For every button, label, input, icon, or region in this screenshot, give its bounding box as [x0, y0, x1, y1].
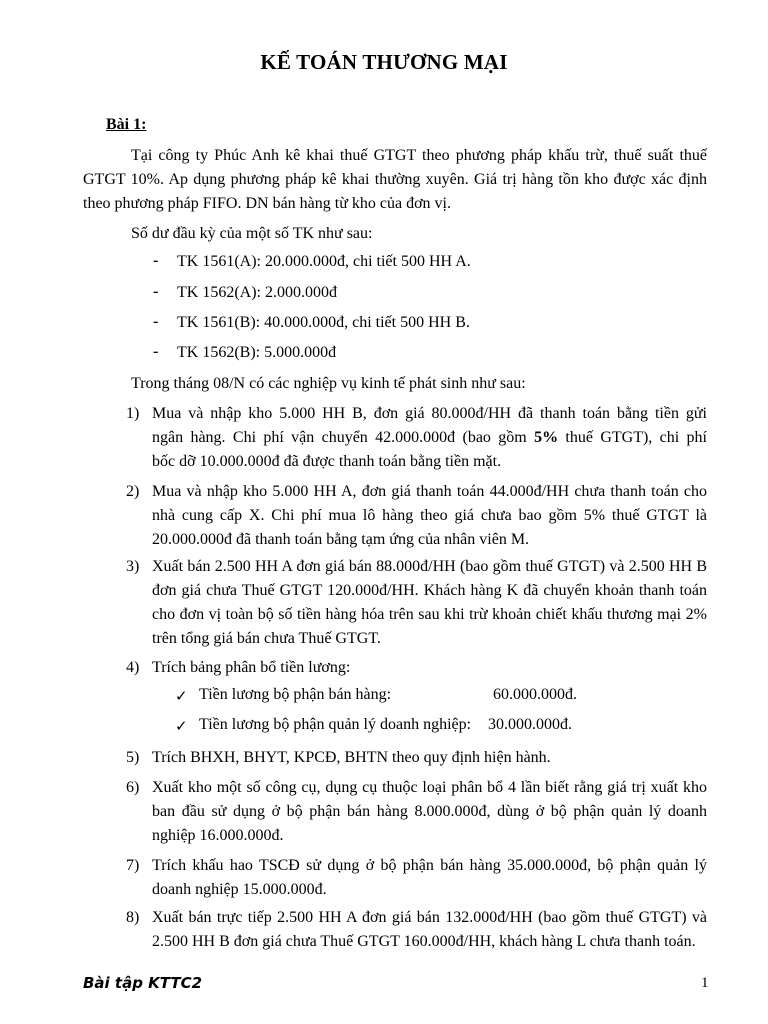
item-line: bốc dỡ 10.000.000đ đã được thanh toán bằng tiền mặt.	[152, 453, 502, 470]
dash-bullet: -	[153, 252, 159, 269]
item-text-part: ngân hàng. Chi phí vận chuyển 42.000.000đ (bao gồm	[152, 429, 535, 446]
exercise-heading: Bài 1:	[106, 116, 147, 133]
salary-value: 60.000.000đ.	[493, 686, 577, 703]
opening-balance-heading: Số dư đầu kỳ của một số TK như sau:	[131, 225, 373, 242]
item-number: 7)	[126, 857, 140, 874]
salary-label: Tiền lương bộ phận bán hàng:	[199, 686, 392, 703]
item-number: 4)	[126, 659, 140, 676]
page-number: 1	[701, 975, 709, 991]
item-line	[152, 426, 707, 450]
dash-bullet: -	[153, 343, 159, 360]
item-line: Mua và nhập kho 5.000 HH B, đơn giá 80.000đ/HH đã thanh toán bằng tiền gửi	[152, 405, 707, 422]
vat-rate-bold: 5%	[534, 429, 559, 446]
balance-item: TK 1562(A): 2.000.000đ	[177, 284, 337, 301]
transaction-item: Xuất bán 2.500 HH A đơn giá bán 88.000đ/HH (bao gồm thuế GTGT) và 2.500 HH B đơn giá chưa Thuế GTGT 120.000đ/HH. Khách hàng K đã chuyển khoản thanh toán cho đơn vị toàn bộ số tiền hàng hóa trên sau khi trừ khoản chiết khấu thương mại 2% trên tổng giá bán chưa Thuế GTGT.	[152, 558, 707, 647]
footer-label: Bài tập KTTC2	[83, 974, 203, 992]
item-number: 2)	[126, 483, 140, 500]
item-number: 6)	[126, 779, 140, 796]
balance-item: TK 1562(B): 5.000.000đ	[177, 344, 337, 361]
transaction-item: Mua và nhập kho 5.000 HH A, đơn giá thanh toán 44.000đ/HH chưa thanh toán cho nhà cung cấp X. Chi phí mua lô hàng theo giá chưa bao gồm 5% thuế GTGT là 20.000.000đ đã thanh toán bằng tạm ứng của nhân viên M.	[152, 483, 707, 548]
transaction-item	[152, 402, 707, 474]
transaction-item: Trích khấu hao TSCĐ sử dụng ở bộ phận bán hàng 35.000.000đ, bộ phận quản lý doanh nghiệp 15.000.000đ.	[152, 857, 707, 898]
item-number: 1)	[126, 405, 140, 422]
balance-item: TK 1561(A): 20.000.000đ, chi tiết 500 HH A.	[177, 253, 471, 270]
salary-value: 30.000.000đ.	[488, 716, 572, 733]
transaction-item: Xuất bán trực tiếp 2.500 HH A đơn giá bán 132.000đ/HH (bao gồm thuế GTGT) và 2.500 HH B đơn giá chưa Thuế GTGT 160.000đ/HH, khách hàng L chưa thanh toán.	[152, 909, 707, 950]
checkmark-icon: ✓	[175, 687, 188, 705]
transactions-heading: Trong tháng 08/N có các nghiệp vụ kinh tế phát sinh như sau:	[131, 375, 526, 392]
salary-label: Tiền lương bộ phận quản lý doanh nghiệp:	[199, 716, 472, 733]
dash-bullet: -	[153, 313, 159, 330]
item-number: 5)	[126, 749, 140, 766]
intro-paragraph: Tại công ty Phúc Anh kê khai thuế GTGT theo phương pháp khấu trừ, thuế suất thuế GTGT 10%. Ap dụng phương pháp kê khai thường xuyên. Giá trị hàng tồn kho được xác định theo phương pháp FIFO. DN bán hàng từ kho của đơn vị.	[83, 147, 707, 212]
transaction-item: Xuất kho một số công cụ, dụng cụ thuộc loại phân bổ 4 lần biết rằng giá trị xuất kho ban đầu sử dụng ở bộ phận bán hàng 8.000.000đ, dùng ở bộ phận quản lý doanh nghiệp 16.000.000đ.	[152, 779, 707, 844]
checkmark-icon: ✓	[175, 717, 188, 735]
item-text-part: thuế GTGT), chi phí	[558, 429, 707, 446]
dash-bullet: -	[153, 283, 159, 300]
item-number: 3)	[126, 558, 140, 575]
item-number: 8)	[126, 909, 140, 926]
document-title: KẾ TOÁN THƯƠNG MẠI	[260, 50, 508, 74]
transaction-item: Trích bảng phân bổ tiền lương:	[152, 659, 351, 676]
balance-item: TK 1561(B): 40.000.000đ, chi tiết 500 HH B.	[177, 314, 470, 331]
transaction-item: Trích BHXH, BHYT, KPCĐ, BHTN theo quy định hiện hành.	[152, 749, 551, 766]
